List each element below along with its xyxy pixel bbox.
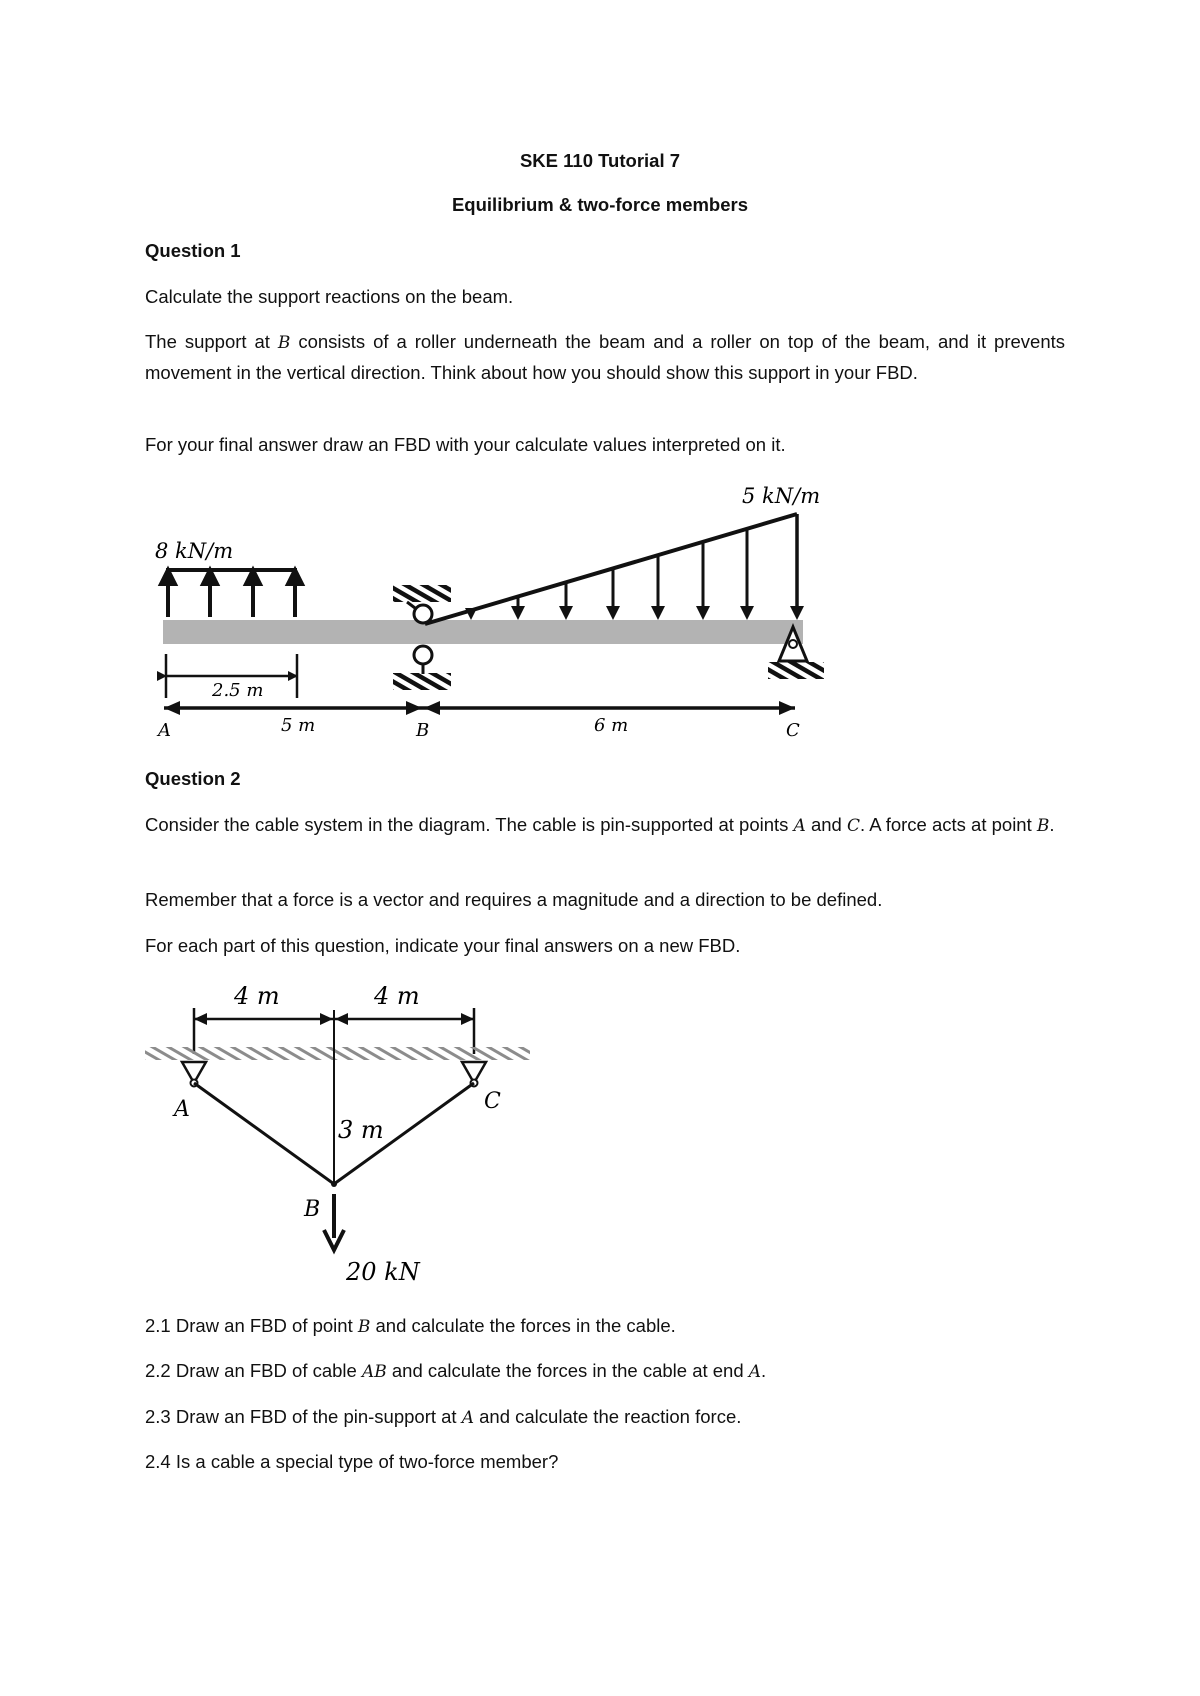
q2-p1-end: . (1049, 814, 1055, 835)
cable-dim-left-label: 4 m (234, 982, 280, 1010)
q2-part-1 (145, 1311, 1065, 1342)
q1-paragraph-3: For your final answer draw an FBD with your calculate values interpreted on it. (145, 434, 786, 455)
load-left-label: 8 kN/m (155, 539, 234, 563)
q2-part-2-var: AB (361, 1362, 387, 1382)
dim-5m-label: 5 m (281, 715, 316, 736)
load-right-label: 5 kN/m (742, 484, 821, 508)
dim-2-5m-label: 2.5 m (212, 680, 264, 701)
cable-dim-right-label: 4 m (374, 982, 420, 1010)
point-b-node (331, 1181, 337, 1187)
q2-part-3-var: A (461, 1408, 474, 1428)
dimension-main (164, 701, 795, 715)
point-b-label: B (416, 720, 430, 741)
q2-part-3 (145, 1402, 1065, 1433)
question-2-heading: Question 2 (145, 768, 241, 789)
cable-figure (0, 975, 1200, 1285)
q2-p1-text-a: Consider the cable system in the diagram. The cable is pin-supported at points (145, 814, 794, 835)
q2-part-4: 2.4 Is a cable a special type of two-force member? (145, 1451, 559, 1472)
q2-part-1-post: and calculate the forces in the cable. (370, 1315, 676, 1336)
ceiling (145, 1047, 530, 1060)
q2-paragraph-3: For each part of this question, indicate your final answers on a new FBD. (145, 935, 741, 956)
q2-part-3-pre: 2.3 Draw an FBD of the pin-support at (145, 1406, 462, 1427)
q2-part-3-post: and calculate the reaction force. (474, 1406, 742, 1427)
q2-p1-var-a: A (793, 816, 806, 836)
q2-paragraph-1 (145, 810, 1065, 841)
cable-point-b-label: B (304, 1197, 321, 1222)
document-title: SKE 110 Tutorial 7 (519, 150, 681, 171)
point-a-label: A (158, 720, 171, 741)
q2-part-2-var2: A (748, 1362, 762, 1382)
q2-p1-and: and (805, 814, 847, 835)
q2-p1-text-b: . A force acts at point (860, 814, 1037, 835)
support-a-pin (182, 1062, 206, 1087)
q2-part-2-pre: 2.2 Draw an FBD of cable (145, 1360, 362, 1381)
triangular-load-right (425, 514, 804, 624)
q2-part-2-post2: . (761, 1360, 767, 1381)
beam-figure (0, 465, 1200, 755)
cable-point-c-label: C (484, 1089, 501, 1114)
q1-paragraph-2 (145, 327, 1065, 387)
support-c-pin-cable (462, 1062, 486, 1087)
cable-dim-height-label: 3 m (338, 1116, 384, 1144)
q2-part-2 (145, 1356, 1065, 1387)
beam (163, 620, 803, 644)
cable-force-label: 20 kN (346, 1258, 420, 1285)
q1-paragraph-1: Calculate the support reactions on the beam. (145, 286, 514, 307)
point-c-label: C (786, 720, 800, 741)
document-subtitle: Equilibrium & two-force members (451, 194, 749, 215)
q2-p1-var-c: C (846, 816, 860, 836)
question-1-heading: Question 1 (145, 240, 241, 261)
q2-part-2-post: and calculate the forces in the cable at end (386, 1360, 749, 1381)
dim-6m-label: 6 m (594, 715, 629, 736)
q2-p1-var-b: B (1036, 816, 1050, 836)
force-arrow (324, 1194, 344, 1250)
q2-part-1-var: B (357, 1317, 371, 1337)
support-b-bottom-roller (393, 646, 451, 690)
q2-paragraph-2: Remember that a force is a vector and requires a magnitude and a direction to be defined. (145, 889, 883, 910)
q1-p2-var-b: B (277, 333, 291, 353)
q1-p2-text-a: The support at (145, 331, 278, 352)
cable-point-a-label: A (174, 1097, 190, 1122)
q1-p2-text-b: consists of a roller underneath the beam and a roller on top of the beam, and it prevents movement in the vertical direction. Think about how you should show this support in your FBD. (145, 331, 1065, 383)
q2-part-1-pre: 2.1 Draw an FBD of point (145, 1315, 358, 1336)
uniform-load-left (161, 570, 302, 617)
